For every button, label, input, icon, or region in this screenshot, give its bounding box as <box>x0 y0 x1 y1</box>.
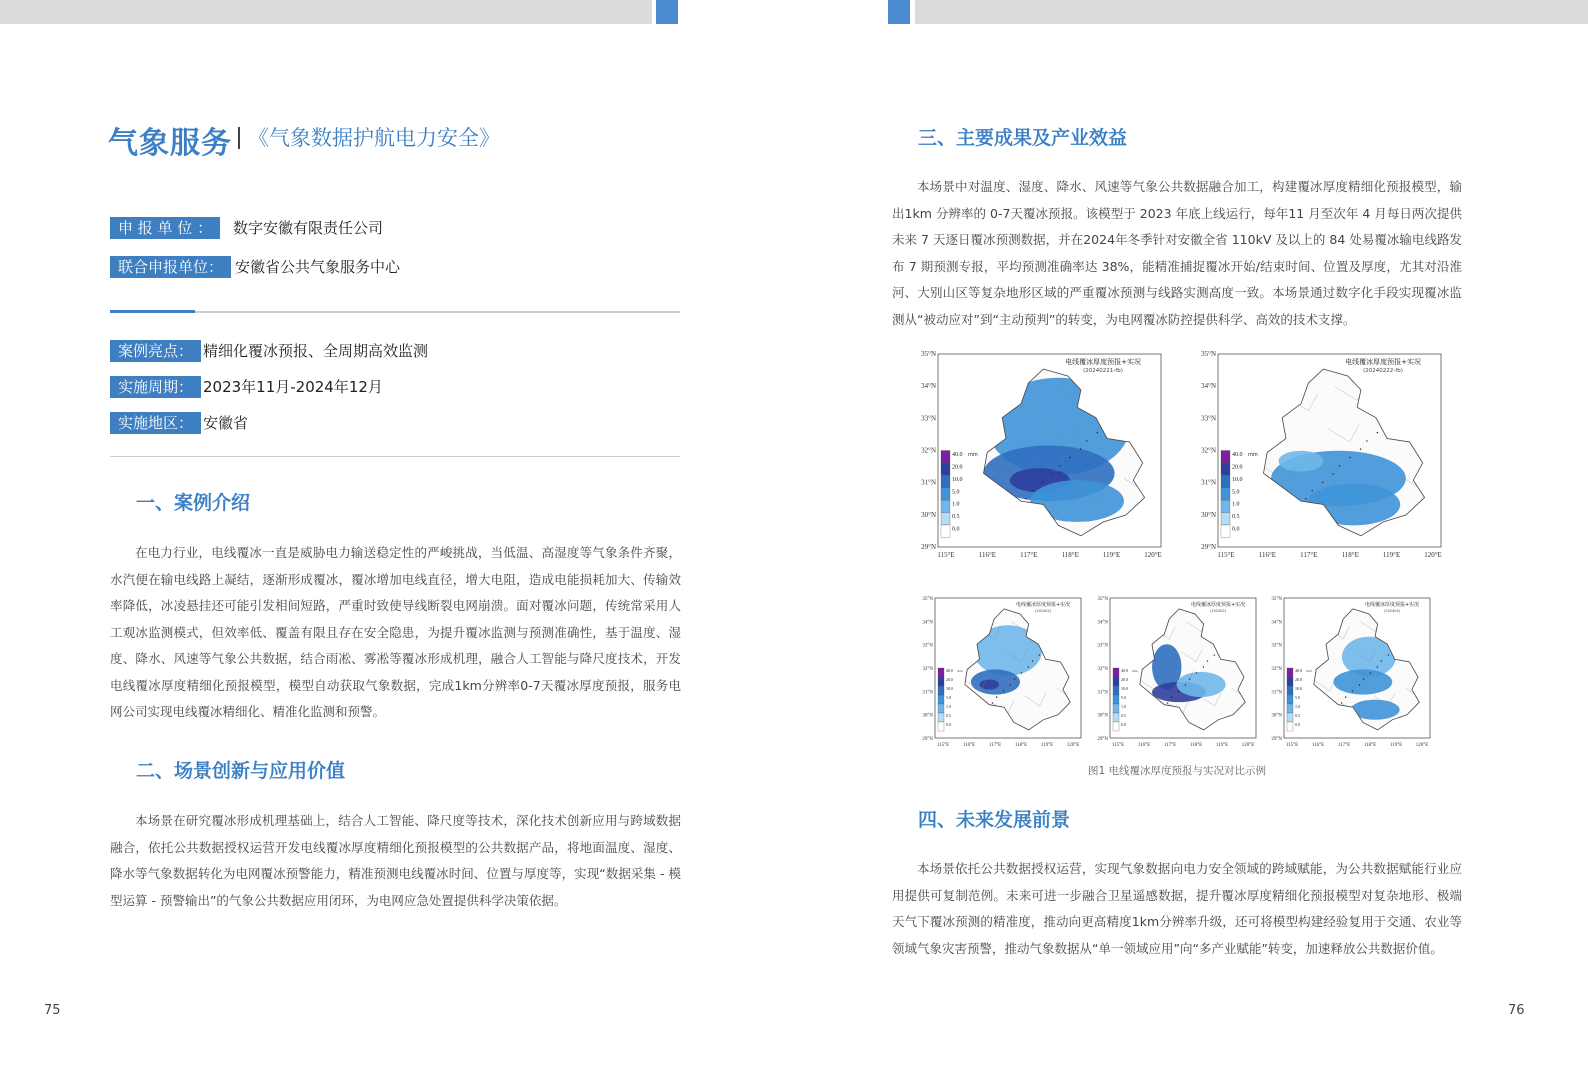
legend-label: 40.0 <box>1232 452 1243 459</box>
lat-tick-label: 34°N <box>1201 382 1216 391</box>
lat-tick-label: 31°N <box>1097 690 1108 696</box>
page-number-left: 75 <box>44 1003 61 1018</box>
lon-tick-label: 118°E <box>1189 743 1203 748</box>
legend-label: 0.0 <box>952 526 960 533</box>
lat-tick-label: 31°N <box>922 690 933 696</box>
lat-tick-label: 32°N <box>922 667 933 672</box>
lat-tick-label: 30°N <box>1097 713 1108 719</box>
ice-map-3 <box>915 592 1087 752</box>
legend-swatch <box>1113 704 1119 713</box>
legend-swatch <box>1221 513 1230 525</box>
ice-area <box>1278 451 1323 472</box>
lat-tick-label: 29°N <box>1271 737 1282 742</box>
lat-tick-label: 35°N <box>1201 350 1216 358</box>
legend-label: 1.0 <box>1295 704 1300 709</box>
map-title: 电线覆冰厚度预报+实况 <box>1015 602 1071 608</box>
legend-label: 0.5 <box>1232 514 1240 521</box>
lat-tick-label: 35°N <box>921 350 936 358</box>
top-bar-accent-left <box>656 0 678 24</box>
lat-tick-label: 32°N <box>1097 667 1108 672</box>
legend-swatch <box>1287 704 1293 713</box>
legend-swatch <box>1221 475 1230 487</box>
legend-swatch <box>1221 525 1230 537</box>
legend-label: 0.5 <box>946 713 951 718</box>
legend-swatch <box>938 704 944 713</box>
legend-label: 5.0 <box>1232 489 1240 496</box>
lat-tick-label: 30°N <box>922 713 933 719</box>
section-2-title: 二、场景创新与应用价值 <box>136 760 346 782</box>
legend-label: 5.0 <box>1295 695 1300 700</box>
period-value: 2023年11月-2024年12月 <box>203 378 383 396</box>
legend-label: 40.0 <box>952 452 963 459</box>
legend-label: 20.0 <box>1232 464 1243 471</box>
lon-tick-label: 117°E <box>1300 551 1318 559</box>
map-title: 电线覆冰厚度预报+实况 <box>1190 602 1246 608</box>
period-label: 实施周期： <box>110 376 201 398</box>
divider-accent <box>110 310 195 313</box>
lon-tick-label: 120°E <box>1241 743 1255 748</box>
legend-swatch <box>938 668 944 677</box>
ice-map-2-svg <box>1192 348 1447 561</box>
lon-tick-label: 118°E <box>1061 551 1079 559</box>
map-date: (202402) <box>1034 609 1052 613</box>
co-applicant-label: 联合申报单位： <box>110 256 231 278</box>
lat-tick-label: 33°N <box>1271 643 1282 649</box>
lat-tick-label: 33°N <box>1201 414 1216 423</box>
map-date: (202402) <box>1209 609 1227 613</box>
legend-label: 5.0 <box>946 695 951 700</box>
ice-map-3-svg <box>915 592 1087 752</box>
section-2-text: 本场景在研究覆冰形成机理基础上，结合人工智能、降尺度等技术，深化技术创新应用与跨域数据融合，依托公共数据授权运营开发电线覆冰厚度精细化预报模型的公共数据产品，将地面温度、湿度、降水等气象数据转化为电网覆冰预警能力，精准预测电线覆冰时间、位置与厚度等，实现“数据采集 - 模型运算 - 预警输出”的气象公共数据应用闭环，为电网应急处置提供科学决策依据。 <box>110 813 681 908</box>
legend-swatch <box>941 463 950 475</box>
lon-tick-label: 117°E <box>988 743 1002 748</box>
legend-label: 20.0 <box>1121 677 1128 682</box>
lat-tick-label: 33°N <box>922 643 933 649</box>
legend-unit: mm <box>1248 452 1258 459</box>
lon-tick-label: 116°E <box>978 551 997 559</box>
lat-tick-label: 35°N <box>1097 597 1108 602</box>
legend-swatch <box>1287 668 1293 677</box>
legend-swatch <box>1287 695 1293 704</box>
ice-map-4 <box>1090 592 1262 752</box>
legend-label: 5.0 <box>1121 695 1126 700</box>
lat-tick-label: 32°N <box>1271 667 1282 672</box>
section-3-text: 本场景中对温度、湿度、降水、风速等气象公共数据融合加工，构建覆冰厚度精细化预报模型，输出1km 分辨率的 0-7天覆冰预报。该模型于 2023 年底上线运行，每年11 月至次年 4 月每日两次提供未来 7 天逐日覆冰预测数据，并在2024年冬季针对安徽全省 110kV 及以上的 84 处易覆冰输电线路发布 7 期预测专报，平均预测准确率达 38%，能精准捕捉覆冰开始/结束时间、位置及厚度，尤其对沿淮河、大别山区等复杂地形区域的严重覆冰预测与线路实测高度一致。本场景通过数字化手段实现覆冰监测从“被动应对”到“主动预判”的转变，为电网覆冰防控提供科学、高效的技术支撑。 <box>892 179 1462 327</box>
top-bar-right <box>915 0 1588 24</box>
applicant-value: 数字安徽有限责任公司 <box>233 219 384 237</box>
lon-tick-label: 115°E <box>1217 551 1235 559</box>
legend-label: 10.0 <box>946 686 953 691</box>
legend-swatch <box>1287 722 1293 731</box>
legend-swatch <box>938 713 944 722</box>
co-applicant-value: 安徽省公共气象服务中心 <box>235 258 401 276</box>
map-title: 电线覆冰厚度预报+实况 <box>1364 602 1420 608</box>
ice-area <box>1333 669 1392 694</box>
lat-tick-label: 29°N <box>921 543 936 551</box>
top-bar-accent-right <box>888 0 910 24</box>
legend-swatch <box>1221 463 1230 475</box>
lat-tick-label: 35°N <box>922 597 933 602</box>
lon-tick-label: 120°E <box>1066 743 1080 748</box>
lon-tick-label: 116°E <box>1311 743 1325 748</box>
lat-tick-label: 33°N <box>921 414 936 423</box>
legend-label: 10.0 <box>1295 686 1302 691</box>
page-title: 气象服务 <box>108 126 232 161</box>
lon-tick-label: 118°E <box>1341 551 1359 559</box>
lon-tick-label: 120°E <box>1424 551 1442 559</box>
ice-map-5 <box>1264 592 1436 752</box>
legend-swatch <box>1113 668 1119 677</box>
lon-tick-label: 119°E <box>1102 551 1121 559</box>
divider <box>110 456 680 457</box>
legend-label: 20.0 <box>952 464 963 471</box>
lat-tick-label: 31°N <box>921 478 936 487</box>
page-subtitle: 《气象数据护航电力安全》 <box>248 126 500 150</box>
lat-tick-label: 30°N <box>1201 510 1216 519</box>
lon-tick-label: 119°E <box>1215 743 1229 748</box>
lat-tick-label: 30°N <box>921 510 936 519</box>
legend-label: 10.0 <box>1121 686 1128 691</box>
legend-swatch <box>1221 451 1230 463</box>
lon-tick-label: 115°E <box>937 551 955 559</box>
lon-tick-label: 120°E <box>1415 743 1429 748</box>
highlight-label: 案例亮点： <box>110 340 201 362</box>
lon-tick-label: 119°E <box>1382 551 1401 559</box>
lon-tick-label: 116°E <box>962 743 976 748</box>
section-4-title: 四、未来发展前景 <box>918 809 1071 831</box>
lon-tick-label: 116°E <box>1137 743 1151 748</box>
legend-label: 1.0 <box>946 704 951 709</box>
lon-tick-label: 119°E <box>1040 743 1054 748</box>
legend-label: 0.5 <box>1121 713 1126 718</box>
applicant-label: 申 报 单 位 ： <box>110 217 220 239</box>
legend-label: 10.0 <box>1232 476 1243 483</box>
legend-swatch <box>938 695 944 704</box>
legend-swatch <box>1113 686 1119 695</box>
lon-tick-label: 117°E <box>1163 743 1177 748</box>
ice-map-2 <box>1192 348 1447 561</box>
top-bar-left <box>0 0 652 24</box>
legend-swatch <box>1113 677 1119 686</box>
map-title: 电线覆冰厚度预报+实况 <box>1345 358 1421 366</box>
legend-swatch <box>1113 713 1119 722</box>
section-1-text: 在电力行业，电线覆冰一直是威胁电力输送稳定性的严峻挑战，当低温、高湿度等气象条件齐聚，水汽便在输电线路上凝结，逐渐形成覆冰，覆冰增加电线直径，增大电阻，造成电能损耗加大、传输效率降低，冰凌悬挂还可能引发相间短路，严重时致使导线断裂电网崩溃。面对覆冰问题，传统常采用人工观冰监测模式，但效率低、覆盖有限且存在安全隐患，为提升覆冰监测与预测准确性，基于温度、湿度、降水、风速等气象公共数据，结合雨凇、雾凇等覆冰形成机理，融合人工智能与降尺度技术，开发电线覆冰厚度精细化预报模型，模型自动获取气象数据，完成1km分辨率0-7天覆冰厚度预报，服务电网公司实现电线覆冰精细化、精准化监测和预警。 <box>110 545 681 719</box>
lon-tick-label: 117°E <box>1337 743 1351 748</box>
highlight-value: 精细化覆冰预报、全周期高效监测 <box>203 342 429 360</box>
lon-tick-label: 116°E <box>1258 551 1277 559</box>
legend-label: 0.5 <box>1295 713 1300 718</box>
ice-area <box>980 679 1000 689</box>
title-separator <box>238 127 240 149</box>
legend-swatch <box>938 686 944 695</box>
map-date: (202404) <box>1383 609 1401 613</box>
legend-unit: mm <box>968 452 978 459</box>
legend-swatch <box>938 677 944 686</box>
legend-label: 0.0 <box>1295 722 1300 727</box>
legend-swatch <box>1221 488 1230 500</box>
lon-tick-label: 115°E <box>1285 743 1299 748</box>
map-title: 电线覆冰厚度预报+实况 <box>1065 358 1141 366</box>
legend-swatch <box>1113 722 1119 731</box>
lat-tick-label: 35°N <box>1271 597 1282 602</box>
legend-unit: mm <box>1132 669 1138 673</box>
legend-swatch <box>1287 686 1293 695</box>
page-number-right: 76 <box>1508 1003 1525 1018</box>
legend-swatch <box>1287 713 1293 722</box>
legend-label: 20.0 <box>1295 677 1302 682</box>
section-1-title: 一、案例介绍 <box>136 492 251 514</box>
legend-unit: mm <box>1306 669 1312 673</box>
legend-label: 0.5 <box>952 514 960 521</box>
lat-tick-label: 29°N <box>1201 543 1216 551</box>
legend-swatch <box>1221 500 1230 512</box>
legend-label: 20.0 <box>946 677 953 682</box>
lat-tick-label: 34°N <box>1097 620 1108 626</box>
lon-tick-label: 119°E <box>1389 743 1403 748</box>
lat-tick-label: 33°N <box>1097 643 1108 649</box>
map-date: (20240222-fb) <box>1363 368 1403 374</box>
legend-label: 1.0 <box>952 501 960 508</box>
ice-map-5-svg <box>1264 592 1436 752</box>
lon-tick-label: 120°E <box>1144 551 1162 559</box>
legend-swatch <box>1287 677 1293 686</box>
legend-swatch <box>941 451 950 463</box>
legend-swatch <box>941 500 950 512</box>
ice-map-4-svg <box>1090 592 1262 752</box>
legend-swatch <box>941 513 950 525</box>
legend-label: 1.0 <box>1121 704 1126 709</box>
ice-area <box>1177 672 1226 697</box>
divider <box>110 311 680 313</box>
legend-swatch <box>941 475 950 487</box>
ice-map-1-svg <box>912 348 1167 561</box>
map-date: (20240221-fb) <box>1083 368 1123 374</box>
legend-unit: mm <box>957 669 963 673</box>
lat-tick-label: 34°N <box>1271 620 1282 626</box>
legend-label: 40.0 <box>1121 668 1128 673</box>
lat-tick-label: 29°N <box>1097 737 1108 742</box>
legend-swatch <box>941 525 950 537</box>
legend-label: 1.0 <box>1232 501 1240 508</box>
lat-tick-label: 32°N <box>1201 446 1216 455</box>
legend-label: 0.0 <box>946 722 951 727</box>
region-value: 安徽省 <box>203 414 249 432</box>
section-3-title: 三、主要成果及产业效益 <box>918 127 1128 149</box>
legend-swatch <box>1113 695 1119 704</box>
legend-label: 0.0 <box>1232 526 1240 533</box>
lat-tick-label: 29°N <box>922 737 933 742</box>
legend-label: 5.0 <box>952 489 960 496</box>
legend-label: 40.0 <box>946 668 953 673</box>
figure-caption: 图1 电线覆冰厚度预报与实况对比示例 <box>1088 765 1267 777</box>
lat-tick-label: 34°N <box>921 382 936 391</box>
lon-tick-label: 115°E <box>1111 743 1125 748</box>
legend-label: 10.0 <box>952 476 963 483</box>
lon-tick-label: 117°E <box>1020 551 1038 559</box>
lat-tick-label: 31°N <box>1201 478 1216 487</box>
lat-tick-label: 32°N <box>921 446 936 455</box>
lon-tick-label: 115°E <box>936 743 950 748</box>
legend-swatch <box>941 488 950 500</box>
lon-tick-label: 118°E <box>1014 743 1028 748</box>
legend-label: 0.0 <box>1121 722 1126 727</box>
lat-tick-label: 34°N <box>922 620 933 626</box>
legend-swatch <box>938 722 944 731</box>
lon-tick-label: 118°E <box>1363 743 1377 748</box>
lat-tick-label: 31°N <box>1271 690 1282 696</box>
ice-map-1 <box>912 348 1167 561</box>
lat-tick-label: 30°N <box>1271 713 1282 719</box>
region-label: 实施地区： <box>110 412 201 434</box>
section-4-text: 本场景依托公共数据授权运营，实现气象数据向电力安全领域的跨域赋能，为公共数据赋能行业应用提供可复制范例。未来可进一步融合卫星遥感数据，提升覆冰厚度精细化预报模型对复杂地形、极端天气下覆冰预测的精准度，推动向更高精度1km分辨率升级，还可将模型构建经验复用于交通、农业等领域气象灾害预警，推动气象数据从“单一领域应用”向“多产业赋能”转变，加速释放公共数据价值。 <box>892 861 1462 956</box>
legend-label: 40.0 <box>1295 668 1302 673</box>
